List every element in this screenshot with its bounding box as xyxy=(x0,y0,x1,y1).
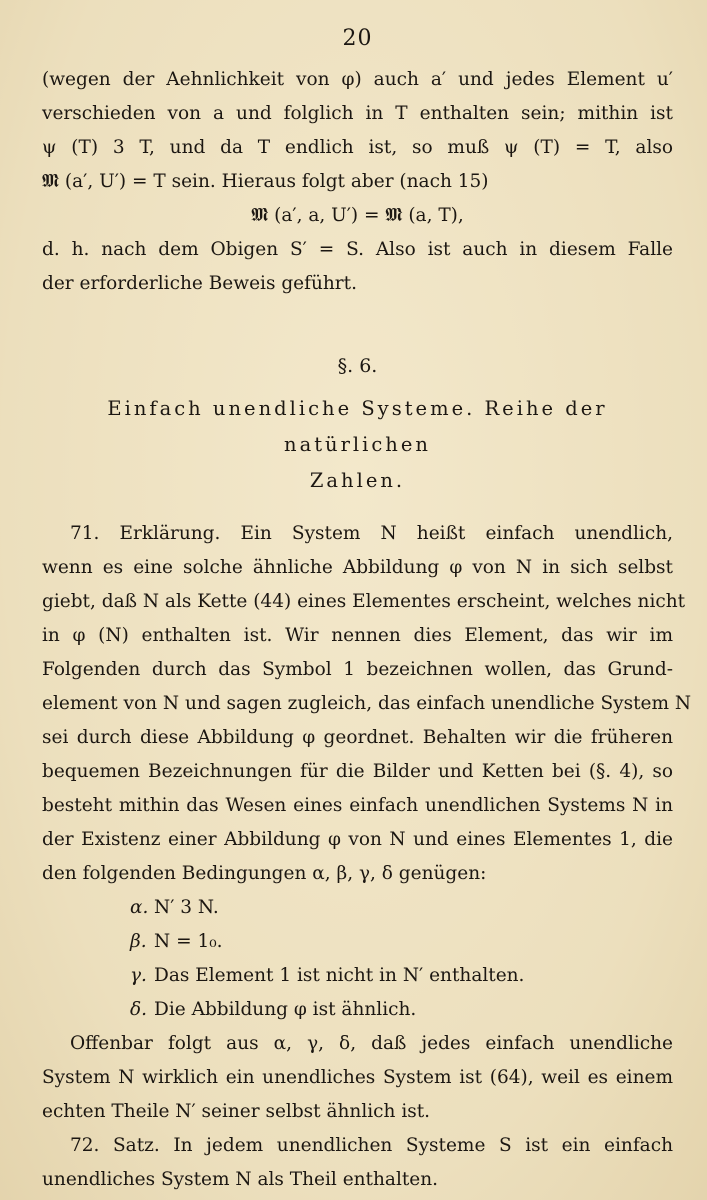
text-line: der erforderliche Beweis geführt. xyxy=(42,273,357,294)
condition-text: Das Element 1 ist nicht in N′ enthalten. xyxy=(154,965,525,986)
text-line: in φ (N) enthalten ist. Wir nennen dies Element, das wir im xyxy=(42,625,673,646)
condition-item xyxy=(42,993,673,1027)
text-line: d. h. nach dem Obigen S′ = S. Also ist auch in diesem Falle xyxy=(42,239,673,260)
conditions-list xyxy=(42,891,673,1027)
text-line: 71. Erklärung. Ein System N heißt einfach unendlich, xyxy=(70,523,673,544)
section-title-line: Einfach unendliche Systeme. Reihe der natürlichen xyxy=(107,397,608,456)
condition-text: N′ 3 N. xyxy=(154,897,219,918)
condition-item xyxy=(42,891,673,925)
text-line: bequemen Bezeichnungen für die Bilder und Ketten bei (§. 4), so xyxy=(42,761,673,782)
section-title xyxy=(42,391,673,499)
condition-text: N = 1₀. xyxy=(154,931,223,952)
text-line: System N wirklich ein unendliches System ist (64), weil es einem xyxy=(42,1067,673,1088)
formula-line: 𝕸 (a′, a, U′) = 𝕸 (a, T), xyxy=(251,205,464,226)
paragraph-proof-end xyxy=(42,63,673,301)
condition-label: γ. xyxy=(130,965,147,986)
page-number: 20 xyxy=(342,26,373,51)
text-line: echten Theile N′ seiner selbst ähnlich ist. xyxy=(42,1101,431,1122)
condition-item xyxy=(42,925,673,959)
condition-text: Die Abbildung φ ist ähnlich. xyxy=(154,999,417,1020)
condition-label: β. xyxy=(130,931,147,952)
text-line: den folgenden Bedingungen α, β, γ, δ genügen: xyxy=(42,863,487,884)
text-line: 72. Satz. In jedem unendlichen Systeme S ist ein einfach xyxy=(70,1135,673,1156)
text-line: element von N und sagen zugleich, das einfach unendliche System N xyxy=(42,693,692,714)
text-line: unendliches System N als Theil enthalten. xyxy=(42,1169,439,1190)
text-line: besteht mithin das Wesen eines einfach unendlichen Systems N in xyxy=(42,795,673,816)
section-number: §. 6. xyxy=(337,355,378,377)
paragraph-72-theorem xyxy=(42,1129,673,1197)
text-line: Offenbar folgt aus α, γ, δ, daß jedes einfach unendliche xyxy=(70,1033,673,1054)
condition-item xyxy=(42,959,673,993)
condition-label: α. xyxy=(130,897,149,918)
paragraph-remark xyxy=(42,1027,673,1129)
section-title-line: Zahlen. xyxy=(309,469,406,492)
text-line: sei durch diese Abbildung φ geordnet. Behalten wir die früheren xyxy=(42,727,673,748)
text-line: wenn es eine solche ähnliche Abbildung φ von N in sich selbst xyxy=(42,557,673,578)
text-line: verschieden von a und folglich in T enthalten sein; mithin ist xyxy=(42,103,673,124)
text-line: giebt, daß N als Kette (44) eines Elementes erscheint, welches nicht xyxy=(42,591,686,612)
text-line: Folgenden durch das Symbol 1 bezeichnen wollen, das Grund- xyxy=(42,659,673,680)
text-line: ψ (T) 3 T, und da T endlich ist, so muß ψ (T) = T, also xyxy=(42,137,673,158)
condition-label: δ. xyxy=(130,999,148,1020)
text-line: (wegen der Aehnlichkeit von φ) auch a′ und jedes Element u′ xyxy=(42,69,673,90)
text-line: der Existenz einer Abbildung φ von N und eines Elementes 1, die xyxy=(42,829,673,850)
paragraph-71-definition xyxy=(42,517,692,891)
text-line: 𝕸 (a′, U′) = T sein. Hieraus folgt aber (nach 15) xyxy=(42,171,489,192)
